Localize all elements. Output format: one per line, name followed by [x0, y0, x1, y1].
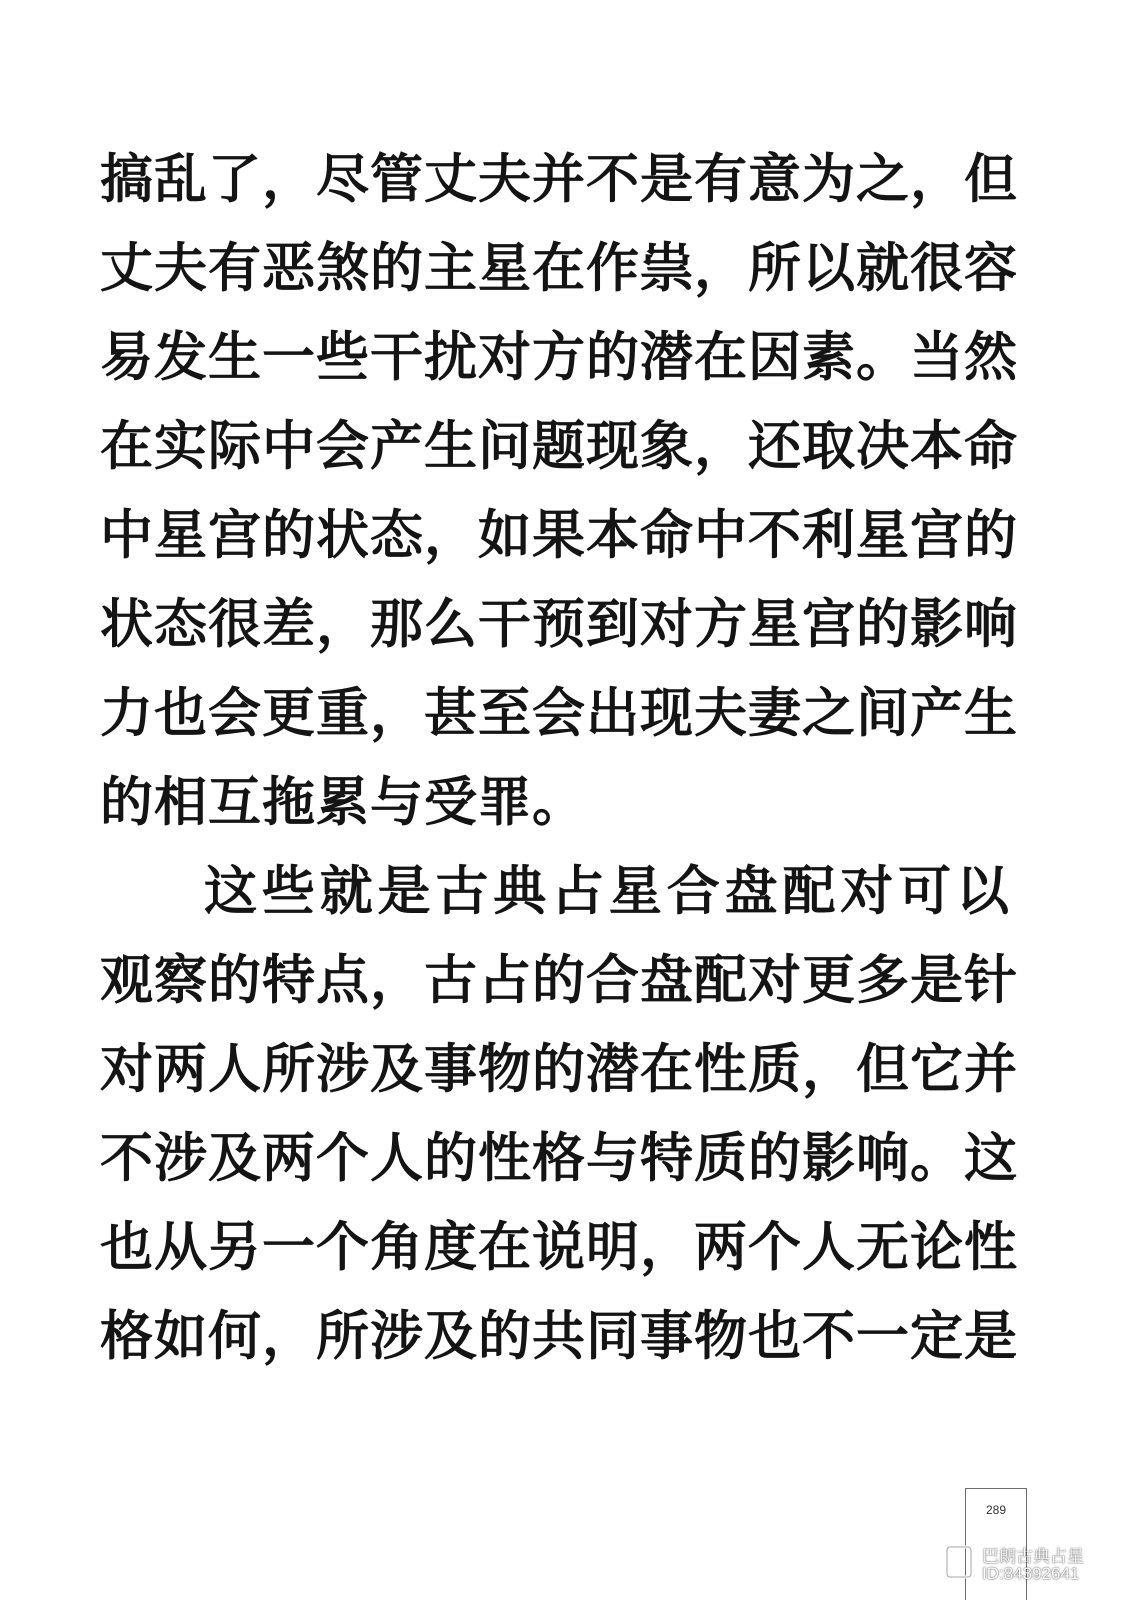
- text-line: 丈夫有恶煞的主星在作祟，所以就很容: [100, 238, 1018, 299]
- text-line: 不涉及两个人的性格与特质的影响。这: [100, 1128, 1018, 1189]
- text-line: 观察的特点，古占的合盘配对更多是针: [100, 950, 1018, 1011]
- page-number: 289: [985, 1503, 1007, 1517]
- text-line: 中星宫的状态，如果本命中不利星宫的: [100, 505, 1018, 566]
- text-line: 易发生一些干扰对方的潜在因素。当然: [100, 327, 1018, 388]
- text-line: 格如何，所涉及的共同事物也不一定是: [100, 1306, 1018, 1367]
- text-line: 力也会更重，甚至会出现夫妻之间产生: [100, 683, 1018, 744]
- watermark-id: ID:84392641: [982, 1564, 1080, 1583]
- toutiao-logo-icon: [944, 1544, 978, 1582]
- text-line: 对两人所涉及事物的潜在性质，但它并: [100, 1039, 1018, 1100]
- paragraph-start-line: 这些就是古典占星合盘配对可以: [204, 861, 1010, 922]
- text-line: 的相互拖累与受罪。: [100, 772, 586, 833]
- text-line: 在实际中会产生问题现象，还取决本命: [100, 416, 1018, 477]
- text-line: 也从另一个角度在说明，两个人无论性: [100, 1217, 1018, 1278]
- text-line: 搞乱了，尽管丈夫并不是有意为之，但: [100, 149, 1018, 210]
- text-line: 状态很差，那么干预到对方星宫的影响: [100, 594, 1018, 655]
- body-text: [100, 149, 1018, 1396]
- watermark: [944, 1540, 1124, 1590]
- watermark-name: 巴朗古典占星: [982, 1547, 1084, 1567]
